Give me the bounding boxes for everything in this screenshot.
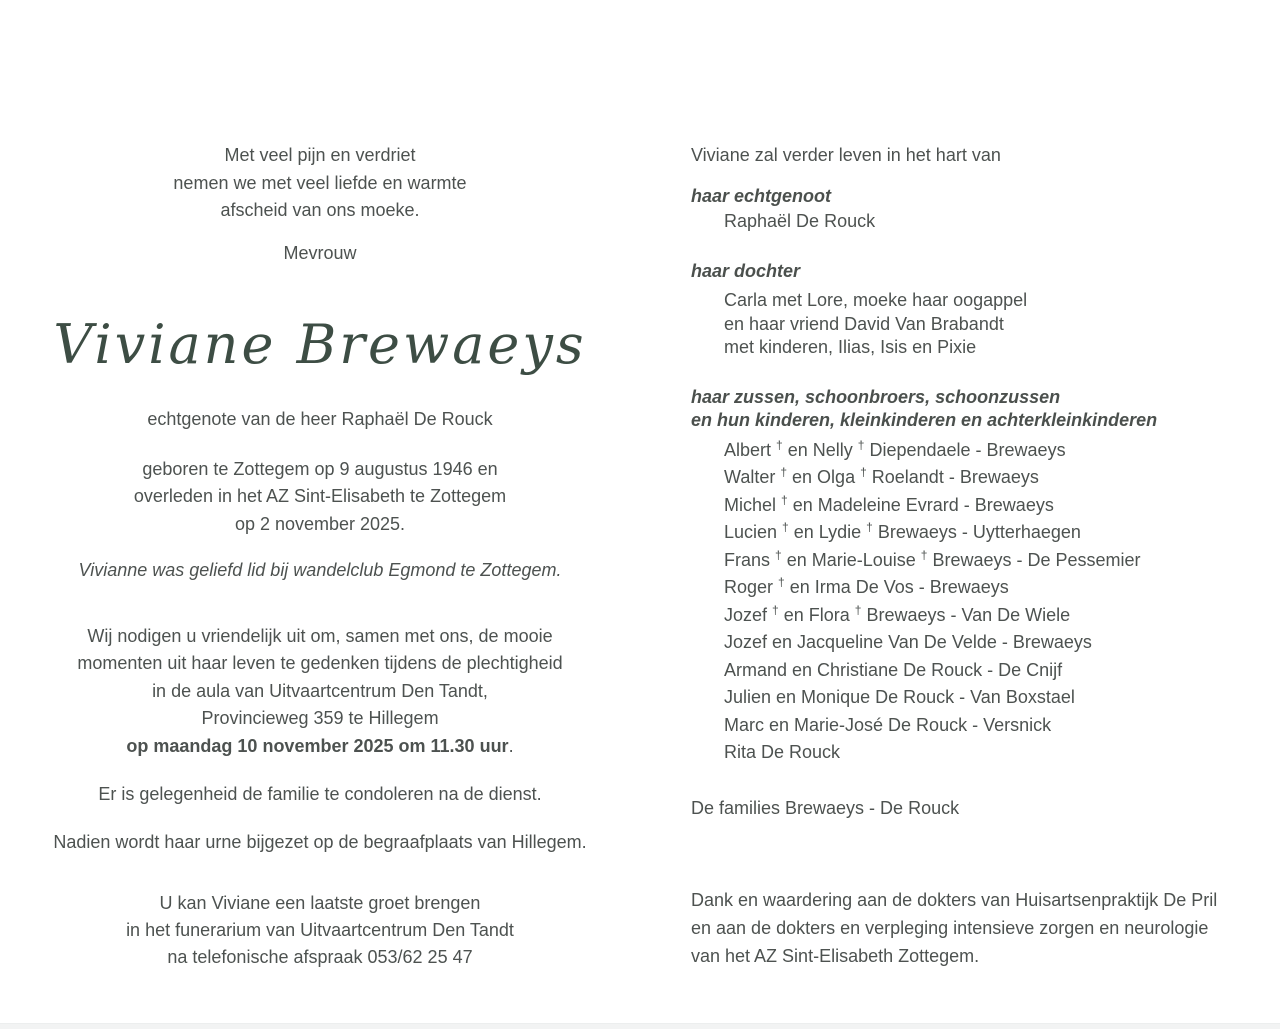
relatives-heading-line: haar zussen, schoonbroers, schoonzussen — [691, 386, 1061, 407]
relative-entry: Lucien † en Lydie † Brewaeys - Uytterhaegen — [724, 520, 1081, 542]
relatives-list — [691, 437, 1260, 767]
relative-entry: Roger † en Irma De Vos - Brewaeys — [724, 575, 1009, 597]
intro-line: nemen we met veel liefde en warmte — [173, 172, 467, 193]
thanks-line: van het AZ Sint-Elisabeth Zottegem. — [691, 946, 980, 966]
relative-entry: Frans † en Marie-Louise † Brewaeys - De Pessemier — [724, 547, 1141, 570]
life-dates-line: geboren te Zottegem op 9 augustus 1946 en — [142, 458, 498, 479]
urn-line: Nadien wordt haar urne bijgezet op de begraafplaats van Hillegem. — [53, 831, 587, 852]
life-dates-line: overleden in het AZ Sint-Elisabeth te Zottegem — [133, 486, 507, 506]
thanks-line: en aan de dokters en verpleging intensieve zorgen en neurologie — [691, 918, 1209, 938]
relative-entry: Jozef † en Flora † Brewaeys - Van De Wiele — [724, 602, 1071, 625]
families-line: De families Brewaeys - De Rouck — [691, 797, 960, 818]
relative-entry: Armand en Christiane De Rouck - De Cnijf — [724, 659, 1063, 680]
daughter-line: met kinderen, Ilias, Isis en Pixie — [724, 337, 977, 357]
relative-entry: Jozef en Jacqueline Van De Velde - Brewaeys — [724, 632, 1092, 652]
relatives-section-heading — [691, 386, 1260, 433]
club-membership-line: Vivianne was geliefd lid bij wandelclub Egmond te Zottegem. — [78, 560, 562, 580]
invitation-line: momenten uit haar leven te gedenken tijdens de plechtigheid — [77, 653, 563, 673]
life-dates-paragraph — [20, 456, 620, 539]
ceremony-datetime-suffix: . — [508, 735, 514, 756]
ceremony-datetime-line — [20, 733, 620, 761]
relative-entry: Albert † en Nelly † Diependaele - Brewaeys — [724, 437, 1066, 460]
visitation-line: na telefonische afspraak 053/62 25 47 — [167, 947, 473, 967]
relative-entry: Rita De Rouck — [724, 742, 841, 762]
invitation-line: Provincieweg 359 te Hillegem — [201, 708, 439, 728]
daughter-line: en haar vriend David Van Brabandt — [724, 313, 1004, 334]
family-column — [691, 142, 1260, 970]
ceremony-datetime-bold: op maandag 10 november 2025 om 11.30 uur — [126, 735, 509, 756]
relative-entry: Marc en Marie-José De Rouck - Versnick — [724, 714, 1052, 735]
ceremony-invitation-paragraph — [20, 623, 620, 761]
relatives-heading-line: en hun kinderen, kleinkinderen en achterkleinkinderen — [691, 410, 1158, 430]
thanks-line: Dank en waardering aan de dokters van Huisartsenpraktijk De Pril — [691, 890, 1218, 910]
invitation-line: in de aula van Uitvaartcentrum Den Tandt, — [152, 680, 488, 701]
life-dates-line: op 2 november 2025. — [234, 513, 406, 534]
daughter-family-lines — [691, 289, 1260, 360]
intro-line: Met veel pijn en verdriet — [224, 145, 416, 165]
salutation: Mevrouw — [283, 242, 357, 263]
daughter-line: Carla met Lore, moeke haar oogappel — [724, 290, 1028, 310]
relative-entry: Michel † en Madeleine Evrard - Brewaeys — [724, 492, 1054, 515]
intro-paragraph — [20, 142, 620, 225]
visitation-line: U kan Viviane een laatste groet brengen — [159, 893, 481, 913]
deceased-name: Viviane Brewaeys — [53, 313, 587, 376]
invitation-line: Wij nodigen u vriendelijk uit om, samen met ons, de mooie — [87, 625, 553, 646]
spouse-line: echtgenote van de heer Raphaël De Rouck — [147, 409, 493, 429]
relative-entry: Walter † en Olga † Roelandt - Brewaeys — [724, 465, 1039, 487]
thanks-paragraph — [691, 886, 1260, 970]
relative-entry: Julien en Monique De Rouck - Van Boxstael — [724, 687, 1075, 707]
spouse-section-heading: haar echtgenoot — [691, 185, 832, 206]
spouse-name: Raphaël De Rouck — [724, 210, 876, 231]
announcement-column — [20, 142, 620, 971]
visitation-paragraph — [20, 890, 620, 971]
daughter-section-heading: haar dochter — [691, 261, 801, 281]
intro-line: afscheid van ons moeke. — [220, 200, 420, 220]
page-edge-shadow — [0, 1023, 1280, 1029]
condolence-line: Er is gelegenheid de familie te condoleren na de dienst. — [98, 784, 542, 804]
family-lead-line: Viviane zal verder leven in het hart van — [691, 145, 1001, 165]
visitation-line: in het funerarium van Uitvaartcentrum Den Tandt — [126, 920, 514, 940]
